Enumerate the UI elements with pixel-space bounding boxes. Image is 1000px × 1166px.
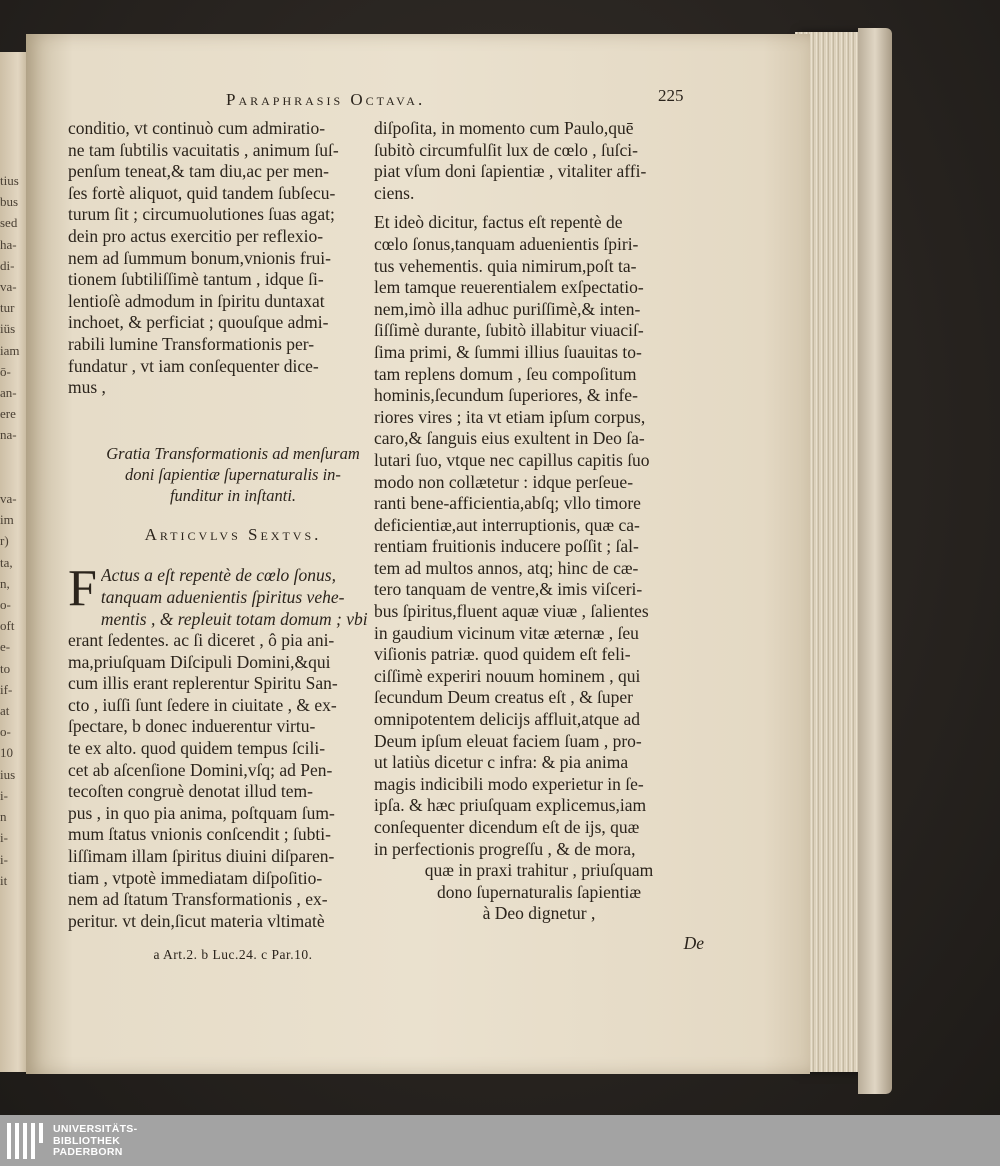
section-heading xyxy=(68,443,398,506)
left-column xyxy=(68,118,398,966)
article-body xyxy=(68,560,398,932)
left-page-fragment: tius xyxy=(0,173,19,188)
left-page-fragment: ta, xyxy=(0,554,13,570)
right-column-paragraph-2 xyxy=(374,212,704,860)
text-line: penſum teneat,& tam diu,ac per men- xyxy=(68,161,329,182)
text-line: lutari ſuo, vtque nec capillus capitis ſuo xyxy=(374,449,650,470)
text-line: conditio, vt continuò cum admiratio- xyxy=(68,118,326,138)
text-line: ſima primi, & ſummi illius ſuauitas to- xyxy=(374,341,642,362)
text-line: dein pro actus exercitio per reflexio- xyxy=(68,225,324,246)
text-line: ſubitò circumfulſit lux de cœlo , ſuſci- xyxy=(374,139,638,160)
left-page-fragment: oft xyxy=(0,618,15,634)
article-title: Articvlvs Sextvs. xyxy=(144,524,322,544)
heading-line: doni ſapientiæ ſupernaturalis in- xyxy=(125,464,341,484)
text-line: tam replens domum , ſeu compoſitum xyxy=(374,363,637,384)
left-page-fragment: iüs xyxy=(0,321,16,337)
text-line: cet ab aſcenſione Domini,vſq; ad Pen- xyxy=(68,759,333,780)
left-page-fragment: to xyxy=(0,660,11,676)
text-line: tionem ſubtiliſſimè tantum , idque ſi- xyxy=(68,269,324,290)
left-page-fragment: an- xyxy=(0,385,17,401)
left-page-fragment: o- xyxy=(0,597,11,613)
text-line: cto , iuſſi ſunt ſedere in ciuitate , & ex- xyxy=(68,694,337,715)
left-page-fragment: i- xyxy=(0,851,8,867)
left-page-fragment: va- xyxy=(0,491,17,507)
text-line: in perfectionis progreſſu , & de mora, xyxy=(374,838,636,859)
text-line: nem,imò illa adhuc puriſſimè,& inten- xyxy=(374,298,641,319)
footnotes: a Art.2. b Luc.24. c Par.10. xyxy=(153,947,313,963)
text-line: ciſſimè experiri nouum hominem , qui xyxy=(374,665,641,686)
left-page-fragment: va- xyxy=(0,279,17,295)
text-line: ſes fortè aliquot, quid tandem ſubſecu- xyxy=(68,182,336,203)
left-page-fragment: at xyxy=(0,703,10,719)
left-page-fragment: ius xyxy=(0,766,16,782)
left-page-fragment xyxy=(0,446,28,467)
text-line: quæ in praxi trahitur , priuſquam xyxy=(424,860,654,881)
text-line: conſequenter dicendum eſt de ijs, quæ xyxy=(374,817,640,837)
text-line: tem ad multos annos, atq; hinc de cæ- xyxy=(374,557,639,578)
library-logo-icon xyxy=(6,1121,46,1161)
text-line: deficientiæ,aut interruptionis, quæ ca- xyxy=(374,514,640,535)
left-page-fragment: im xyxy=(0,512,14,528)
text-line: mentis , & repleuit totam domum ; vbi xyxy=(100,608,368,629)
text-line: modo non collætetur : idque perſeue- xyxy=(374,471,634,492)
text-line: nem ad ſtatum Transformationis , ex- xyxy=(68,889,328,910)
text-line: mum ſtatus vnionis conſcendit ; ſubti- xyxy=(68,824,331,845)
text-line: ſecundum Deum creatus eſt , & ſuper xyxy=(374,687,634,708)
right-column xyxy=(374,118,704,955)
text-line: mus , xyxy=(68,377,106,398)
text-line: tiam , vtpotè immediatam diſpoſitio- xyxy=(68,867,323,888)
left-column-top-lines xyxy=(68,118,398,399)
text-line: hominis,ſecundum ſuperiores, & infe- xyxy=(374,385,638,406)
logo-line-2: BIBLIOTHEK xyxy=(53,1134,121,1147)
text-line: nem ad ſummum bonum,vnionis frui- xyxy=(68,247,331,268)
text-line: lentioſè admodum in ſpiritu duntaxat xyxy=(68,290,325,311)
left-page-fragment: e- xyxy=(0,639,11,655)
text-line: fundatur , vt iam conſequenter dice- xyxy=(68,355,319,376)
text-line: Deum ipſum eleuat faciem ſuam , pro- xyxy=(374,730,642,751)
text-line: liſſimam illam ſpiritus diuini diſparen- xyxy=(68,846,335,867)
text-line: peritur. vt dein,ſicut materia vltimatè xyxy=(68,910,325,931)
text-line: magis indicibili modo experietur in ſe- xyxy=(374,773,644,794)
text-line: omnipotentem delicijs affluit,atque ad xyxy=(374,709,640,730)
left-page-fragment: na- xyxy=(0,427,17,443)
text-line: diſpoſita, in momento cum Paulo,quē xyxy=(374,118,634,138)
left-page-fragment: if- xyxy=(0,681,13,697)
left-page-fragment: tur xyxy=(0,300,15,316)
library-logo-text xyxy=(53,1124,137,1159)
text-line: lem tamque reuerentialem exſpectatio- xyxy=(374,277,644,298)
text-line: à Deo dignetur , xyxy=(482,903,596,924)
left-page-fragment: ha- xyxy=(0,236,17,252)
text-line: ut latiùs dicetur c infra: & pia anima xyxy=(374,752,629,773)
right-column-paragraph-1 xyxy=(374,118,704,204)
text-line: cœlo ſonus,tanquam aduenientis ſpiri- xyxy=(374,233,639,254)
text-line: dono ſupernaturalis ſapientiæ xyxy=(436,881,642,902)
book-page xyxy=(26,34,810,1074)
text-line: ſiſſimè durante, ſubitò illabitur viuaciſ- xyxy=(374,320,644,341)
heading-line: funditur in inſtanti. xyxy=(169,485,297,505)
left-page-fragment xyxy=(0,467,28,488)
library-footer-bar xyxy=(0,1115,1000,1166)
text-line: tero tanquam de ventre,& imis viſceri- xyxy=(374,579,643,600)
text-line: rabili lumine Transformationis per- xyxy=(68,333,315,354)
text-line: Actus a eſt repentè de cœlo ſonus, xyxy=(100,565,336,586)
text-line: ipſa. & hæc priuſquam explicemus,iam xyxy=(374,795,647,816)
right-column-closing-lines xyxy=(374,860,704,925)
drop-cap: F xyxy=(68,560,97,618)
text-line: turum ſit ; circumuolutiones ſuas agat; xyxy=(68,204,335,225)
text-line: inchoet, & perficiat ; quouſque admi- xyxy=(68,312,329,333)
left-page-fragment: n, xyxy=(0,575,10,591)
text-line: tus vehementis. quia nimirum,poſt ta- xyxy=(374,255,637,276)
left-page-fragment: ere xyxy=(0,406,16,422)
left-page-fragment: i- xyxy=(0,830,8,846)
left-page-fragment: it xyxy=(0,872,8,888)
text-line: tecoſten congruè denotat illud tem- xyxy=(68,781,313,802)
text-line: viſionis patriæ. quod quidem eſt feli- xyxy=(374,644,631,665)
book-cover-edge xyxy=(858,28,892,1094)
text-line: riores vires ; ita vt etiam ipſum corpus, xyxy=(374,406,646,427)
text-line: tanquam aduenientis ſpiritus vehe- xyxy=(100,586,345,607)
left-page-fragment: ō- xyxy=(0,363,11,379)
heading-line: Gratia Transformationis ad menſuram xyxy=(106,443,360,463)
left-page-fragment: n xyxy=(0,809,7,825)
text-line: in gaudium vicinum vitæ æternæ , ſeu xyxy=(374,622,639,643)
text-line: ma,priuſquam Diſcipuli Domini,&qui xyxy=(68,651,331,672)
text-line: rentiam fruitionis inducere poſſit ; ſal- xyxy=(374,536,639,557)
text-line: bus ſpiritus,fluent aquæ viuæ , ſalientes xyxy=(374,601,649,622)
text-line: ciens. xyxy=(374,182,415,203)
left-page-fragment: di- xyxy=(0,257,15,273)
running-title: Paraphrasis Octava. xyxy=(226,90,426,109)
text-line: te ex alto. quod quidem tempus ſcili- xyxy=(68,738,326,759)
text-line: caro,& ſanguis eius exultent in Deo ſa- xyxy=(374,428,645,449)
text-line: erant ſedentes. ac ſi diceret , ô pia ani- xyxy=(68,630,335,651)
left-page-fragment: r) xyxy=(0,533,9,549)
left-page-fragment: sed xyxy=(0,215,18,231)
text-line: ſpectare, b donec induerentur virtu- xyxy=(68,716,316,737)
left-page-fragments xyxy=(0,170,28,891)
left-page-fragment: iam xyxy=(0,342,20,358)
text-line: cum illis erant replerentur Spiritu San- xyxy=(68,673,338,694)
text-line: piat vſum doni ſapientiæ , vitaliter affi- xyxy=(374,161,647,182)
text-line: ranti bene-afficientia,abſq; vllo timore xyxy=(374,493,641,514)
text-line: Et ideò dicitur, factus eſt repentè de xyxy=(374,212,623,233)
left-page-fragment: i- xyxy=(0,787,8,803)
logo-line-1: UNIVERSITÄTS- xyxy=(53,1123,138,1135)
left-page-fragment: 10 xyxy=(0,745,13,761)
text-line: ne tam ſubtilis vacuitatis , animum ſuſ- xyxy=(68,139,339,160)
catchword: De xyxy=(683,932,704,953)
logo-line-3: PADERBORN xyxy=(53,1146,123,1158)
left-page-fragment: bus xyxy=(0,194,19,210)
page-number: 225 xyxy=(658,86,684,105)
text-line: pus , in quo pia anima, poſtquam ſum- xyxy=(68,802,335,823)
left-page-fragment: o- xyxy=(0,724,11,740)
